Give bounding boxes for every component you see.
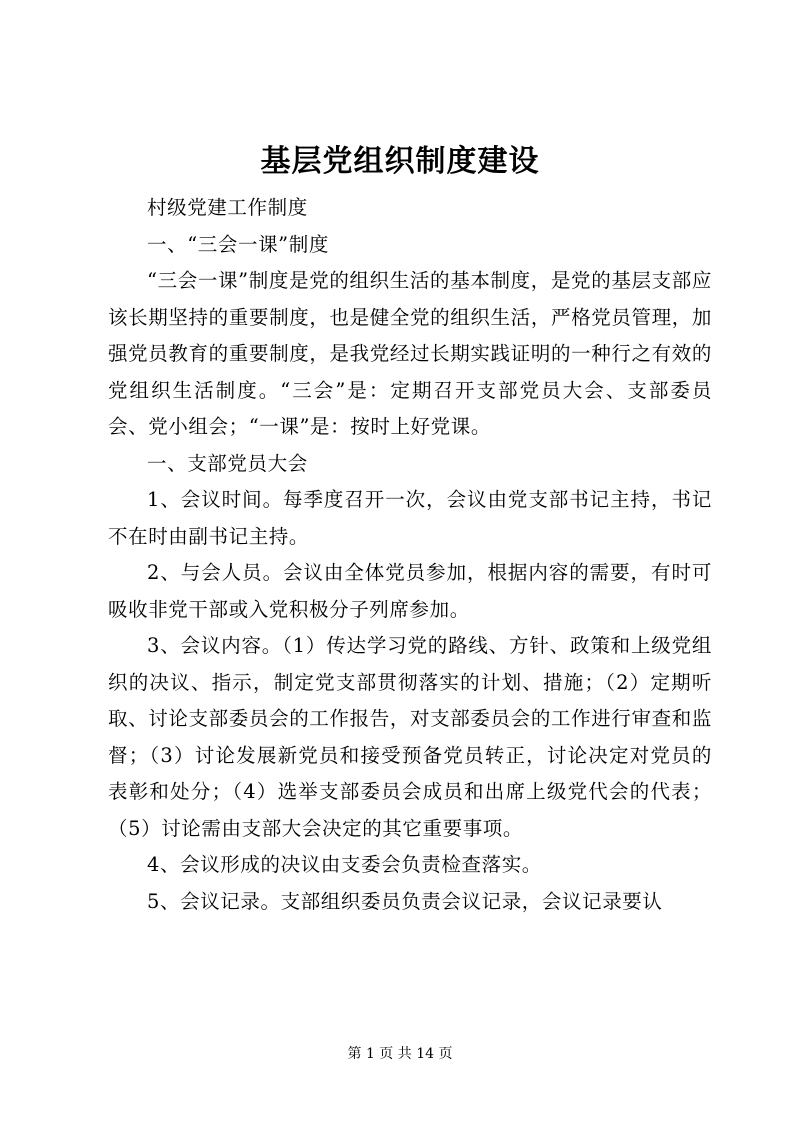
paragraph-item-3: 3、会议内容。（1）传达学习党的路线、方针、政策和上级党组织的决议、指示，制定党支部贯彻落实的计划、措施；（2）定期听取、讨论支部委员会的工作报告，对支部委员会的工作进行审查和监督；（3）讨论发展新党员和接受预备党员转正，讨论决定对党员的表彰和处分；（4）选举支部委员会成员和出席上级党代会的代表；（5）讨论需由支部大会决定的其它重要事项。	[108, 634, 712, 840]
paragraph-item-2: 2、与会人员。会议由全体党员参加，根据内容的需要，有时可吸收非党干部或入党积极分子列席参加。	[108, 561, 712, 621]
paragraph-item-1: 1、会议时间。每季度召开一次，会议由党支部书记主持，书记不在时由副书记主持。	[108, 488, 712, 548]
document-title: 基层党组织制度建设	[260, 144, 540, 179]
paragraph-subtitle: 村级党建工作制度	[147, 196, 308, 219]
paragraph-intro: “三会一课”制度是党的组织生活的基本制度，是党的基层支部应该长期坚持的重要制度，也是健全党的组织生活，严格党员管理，加强党员教育的重要制度，是我党经过长期实践证明的一种行之有效的党组织生活制度。“三会”是：定期召开支部党员大会、支部委员会、党小组会；“一课”是：按时上好党课。	[108, 269, 712, 438]
page-number-footer: 第 1 页 共 14 页	[347, 1046, 453, 1062]
document-body	[108, 190, 712, 920]
paragraph-subheading: 一、支部党员大会	[147, 451, 308, 475]
paragraph-item-4: 4、会议形成的决议由支委会负责检查落实。	[147, 853, 542, 876]
paragraph-section-heading: 一、“三会一课”制度	[147, 232, 329, 256]
paragraph-item-5: 5、会议记录。支部组织委员负责会议记录，会议记录要认	[147, 889, 663, 913]
